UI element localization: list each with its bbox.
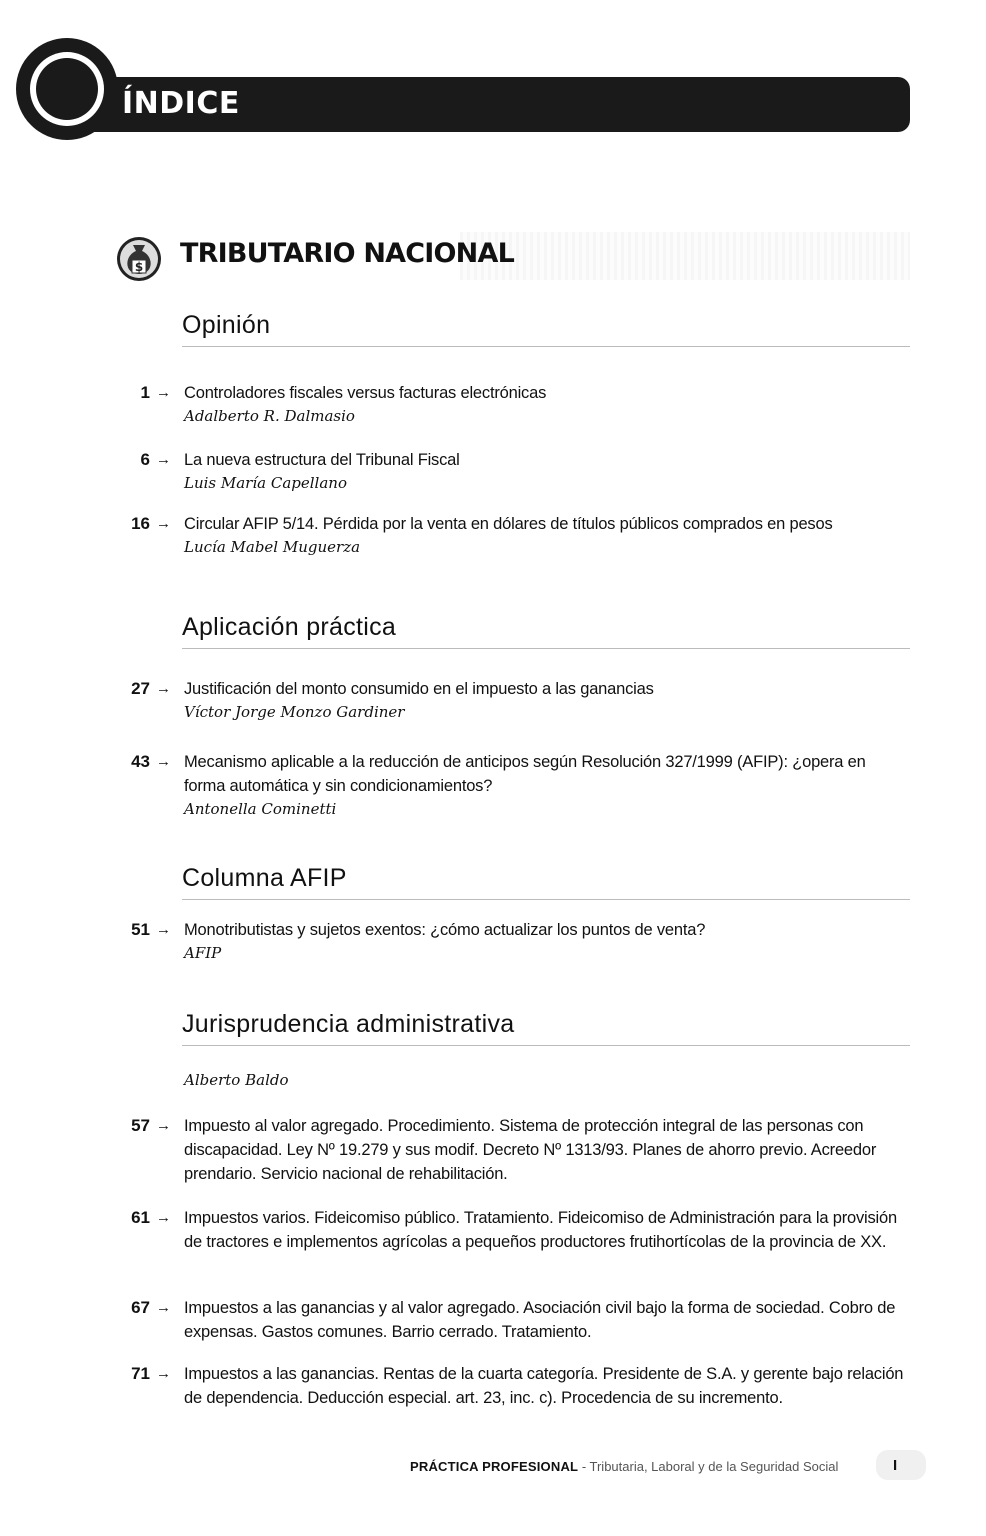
footer-publication-subtitle: - Tributaria, Laboral y de la Seguridad Social [578,1459,839,1474]
entry-page-number: 16 [131,514,150,533]
subsection-opinion [182,311,910,347]
entry-page-number: 57 [131,1116,150,1135]
entry-author: AFIP [184,944,222,962]
subsection-title: Jurisprudencia administrativa [182,1010,515,1038]
entry-page-number: 43 [131,752,150,771]
entry-page-number: 61 [131,1208,150,1227]
entry-title: Impuestos varios. Fideicomiso público. Tratamiento. Fideicomiso de Administración para la provisión de tractores e implementos agrícolas a pequeños productores frutihortícolas de la provincia de XX. [184,1209,897,1251]
entry-title: Impuestos a las ganancias. Rentas de la cuarta categoría. Presidente de S.A. y gerente bajo relación de dependencia. Deducción especial. art. 23, inc. c). Procedencia de su incremento. [184,1365,904,1407]
subsection-columna-afip [182,864,910,900]
subsection-title: Columna AFIP [182,864,347,892]
arrow-right-icon: → [156,1209,171,1226]
footer-publication-name: PRÁCTICA PROFESIONAL [410,1459,579,1474]
entry-page-number: 1 [140,383,150,402]
arrow-right-icon: → [156,680,171,697]
entry-title: Impuestos a las ganancias y al valor agregado. Asociación civil bajo la forma de sociedad. Cobro de expensas. Gastos comunes. Barrio cerrado. Tratamiento. [184,1299,896,1341]
footer-page-number: I [893,1457,898,1474]
entry-author: Adalberto R. Dalmasio [184,407,355,425]
entry-page-number: 51 [131,920,150,939]
entry-title: Controladores fiscales versus facturas electrónicas [184,384,547,402]
subsection-author: Alberto Baldo [184,1071,289,1089]
money-bag-icon [116,236,162,282]
svg-text:$: $ [134,260,144,274]
entry-title: La nueva estructura del Tribunal Fiscal [184,451,460,469]
subsection-title: Opinión [182,311,271,339]
entry-title: Impuesto al valor agregado. Procedimiento. Sistema de protección integral de las personas con discapacidad. Ley Nº 19.279 y sus modif. Decreto Nº 1313/93. Planes de ahorro previo. Acreedor prendario. Servicio nacional de rehabilitación. [184,1117,877,1183]
footer-publication [410,1459,838,1474]
entry-title: Justificación del monto consumido en el impuesto a las ganancias [184,680,654,698]
arrow-right-icon: → [156,515,171,532]
entry-author: Víctor Jorge Monzo Gardiner [184,703,405,721]
arrow-right-icon: → [156,1299,171,1316]
arrow-right-icon: → [156,753,171,770]
section-texture [460,232,910,280]
footer-logo-mark [876,1450,926,1480]
entry-author: Antonella Cominetti [184,800,337,818]
subsection-jurisprudencia-administrativa [182,1010,910,1046]
entry-author: Luis María Capellano [184,474,347,492]
arrow-right-icon: → [156,451,171,468]
entry-title: Mecanismo aplicable a la reducción de anticipos según Resolución 327/1999 (AFIP): ¿opera en forma automática y sin condicionamientos? [184,753,866,795]
arrow-right-icon: → [156,921,171,938]
section-title: TRIBUTARIO NACIONAL [180,238,514,269]
entry-page-number: 27 [131,679,150,698]
page-title: ÍNDICE [122,86,240,121]
entry-page-number: 71 [131,1364,150,1383]
arrow-right-icon: → [156,1117,171,1134]
arrow-right-icon: → [156,384,171,401]
subsection-title: Aplicación práctica [182,613,397,641]
entry-page-number: 67 [131,1298,150,1317]
entry-title: Circular AFIP 5/14. Pérdida por la venta en dólares de títulos públicos comprados en pesos [184,515,833,533]
entry-title: Monotributistas y sujetos exentos: ¿cómo actualizar los puntos de venta? [184,921,706,939]
entry-page-number: 6 [140,450,150,469]
header-circle-icon [16,38,118,140]
subsection-aplicacion-practica [182,613,910,649]
entry-author: Lucía Mabel Muguerza [184,538,361,556]
arrow-right-icon: → [156,1365,171,1382]
